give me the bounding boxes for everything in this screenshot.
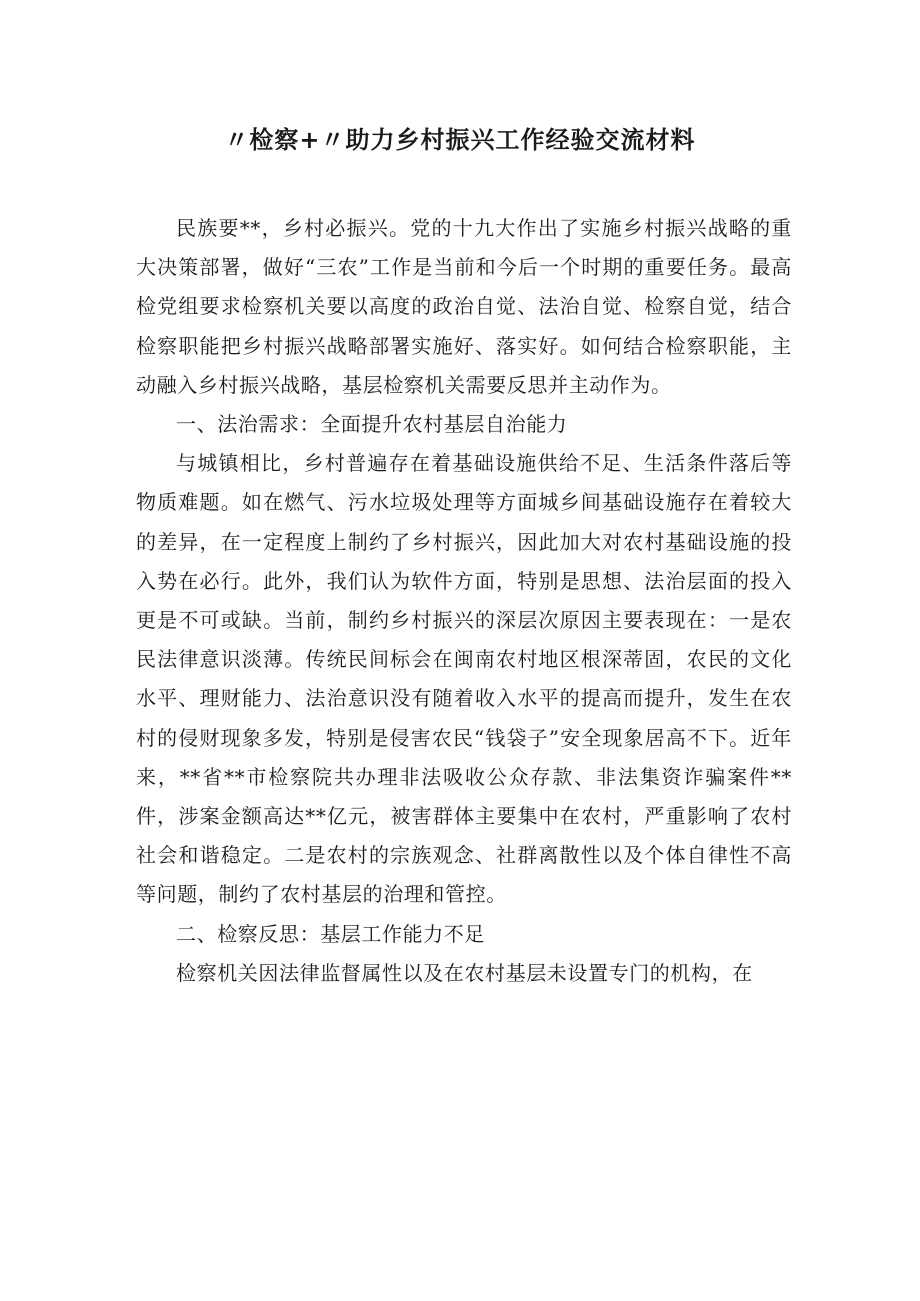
paragraph-intro: 民族要**，乡村必振兴。党的十九大作出了实施乡村振兴战略的重大决策部署，做好“三农”工作是当前和今后一个时期的重要任务。最高检党组要求检察机关要以高度的政治自觉、法治自觉、检察自觉，结合检察职能把乡村振兴战略部署实施好、落实好。如何结合检察职能，主动融入乡村振兴战略，基层检察机关需要反思并主动作为。 — [136, 216, 792, 397]
document-title: 〃检察+〃助力乡村振兴工作经验交流材料 — [224, 126, 696, 154]
section-heading-2: 二、检察反思：基层工作能力不足 — [176, 921, 485, 946]
paragraph-section-2: 检察机关因法律监督属性以及在农村基层未设置专门的机构，在 — [176, 960, 753, 985]
section-heading-1: 一、法治需求：全面提升农村基层自治能力 — [176, 412, 568, 437]
document-body — [136, 209, 792, 993]
paragraph-section-1: 与城镇相比，乡村普遍存在着基础设施供给不足、生活条件落后等物质难题。如在燃气、污水垃圾处理等方面城乡间基础设施存在着较大的差异，在一定程度上制约了乡村振兴，因此加大对农村基础设施的投入势在必行。此外，我们认为软件方面，特别是思想、法治层面的投入更是不可或缺。当前，制约乡村振兴的深层次原因主要表现在：一是农民法律意识淡薄。传统民间标会在闽南农村地区根深蒂固，农民的文化水平、理财能力、法治意识没有随着收入水平的提高而提升，发生在农村的侵财现象多发，特别是侵害农民“钱袋子”安全现象居高不下。近年来，**省**市检察院共办理非法吸收公众存款、非法集资诈骗案件**件，涉案金额高达**亿元，被害群体主要集中在农村，严重影响了农村社会和谐稳定。二是农村的宗族观念、社群离散性以及个体自律性不高等问题，制约了农村基层的治理和管控。 — [136, 451, 792, 907]
